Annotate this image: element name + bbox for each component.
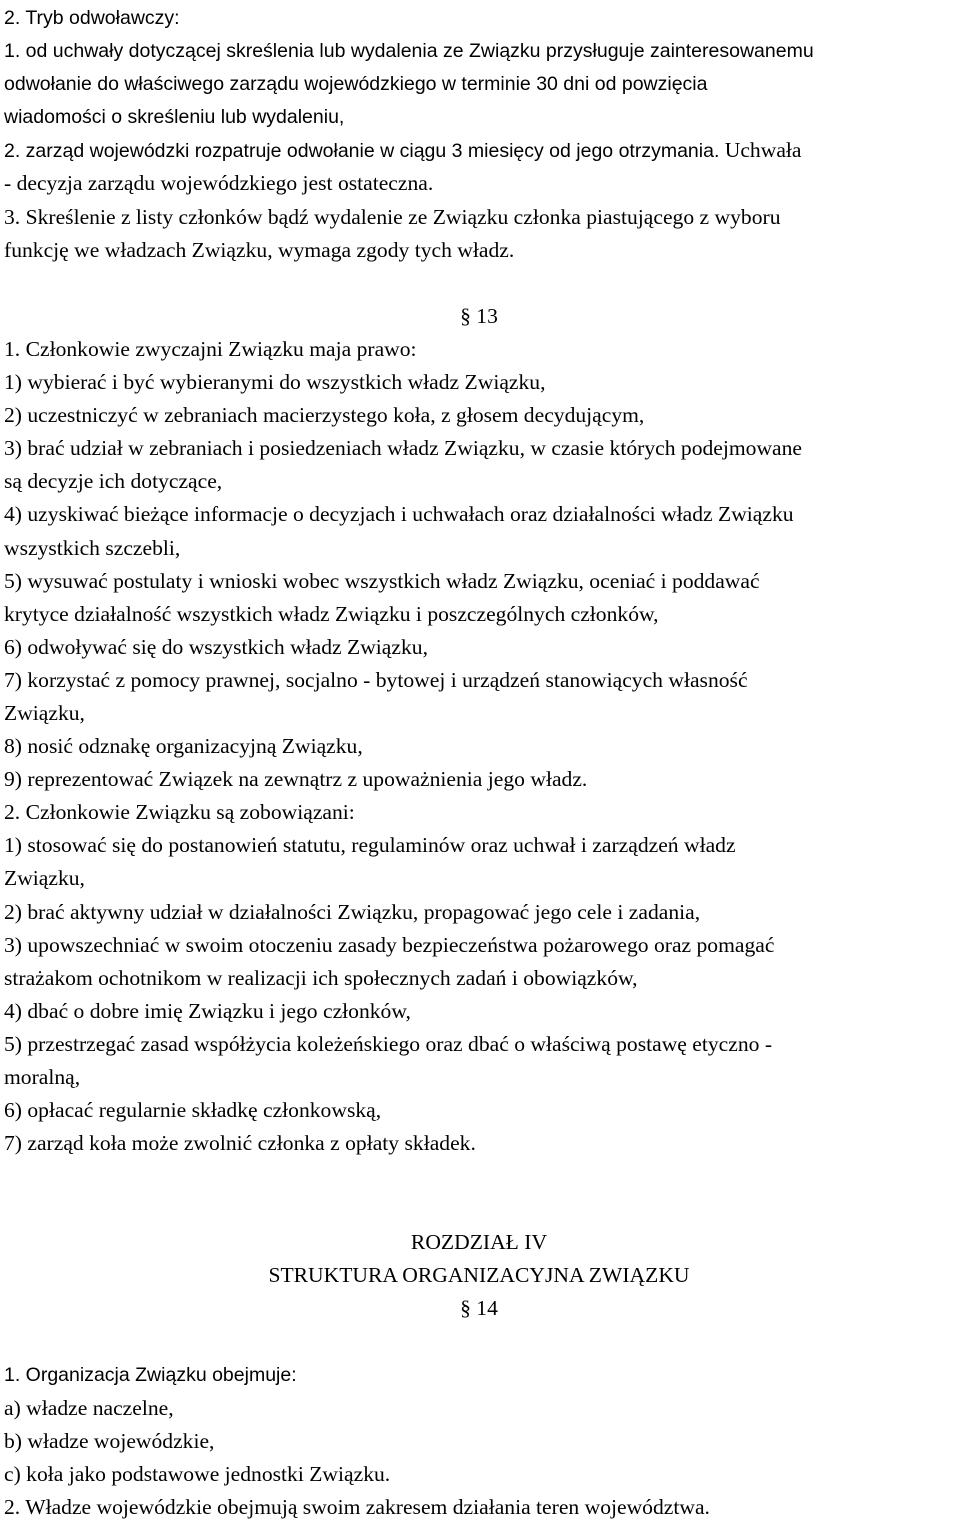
text-fragment: 2. zarząd wojewódzki rozpatruje odwołanie w ciągu 3 miesięcy od jego otrzymania. <box>4 140 720 163</box>
text-line: krytyce działalność wszystkich władz Związku i poszczególnych członków, <box>4 601 659 626</box>
text-line: 1) stosować się do postanowień statutu, regulaminów oraz uchwał i zarządzeń władz <box>4 833 736 858</box>
text-fragment: Uchwała <box>719 138 802 163</box>
text-line: 9) reprezentować Związek na zewnątrz z upoważnienia jego władz. <box>4 767 588 792</box>
text-line: 6) odwoływać się do wszystkich władz Związku, <box>4 634 428 659</box>
text-line <box>4 134 954 167</box>
text-line: 3) brać udział w zebraniach i posiedzeniach władz Związku, w czasie których podejmowane <box>4 436 803 461</box>
text-line: funkcję we władzach Związku, wymaga zgody tych władz. <box>4 237 515 262</box>
text-line: 7) zarząd koła może zwolnić członka z opłaty składek. <box>4 1131 476 1156</box>
text-line: strażakom ochotnikom w realizacji ich społecznych zadań i obowiązków, <box>4 965 638 990</box>
text-line: 3. Skreślenie z listy członków bądź wydalenie ze Związku członka piastującego z wyboru <box>4 204 781 229</box>
text-line: b) władze wojewódzkie, <box>4 1428 215 1453</box>
text-line: 1. Członkowie zwyczajni Związku maja prawo: <box>4 336 417 361</box>
paragraph-13-body <box>4 333 954 1160</box>
text-line: 1. od uchwały dotyczącej skreślenia lub wydalenia ze Związku przysługuje zainteresowanemu <box>4 40 814 63</box>
document-page <box>4 2 954 1524</box>
paragraph-number: 13 <box>476 303 498 328</box>
appeal-procedure-section <box>4 2 954 267</box>
text-line: 1. Organizacja Związku obejmuje: <box>4 1363 297 1386</box>
text-line: 2. Członkowie Związku są zobowiązani: <box>4 800 355 825</box>
text-line: 4) dbać o dobre imię Związku i jego członków, <box>4 998 411 1023</box>
text-line: moralną, <box>4 1065 81 1089</box>
chapter-iv-heading <box>4 1226 954 1325</box>
text-line: 5) wysuwać postulaty i wnioski wobec wszystkich władz Związku, oceniać i poddawać <box>4 568 760 593</box>
text-line: 2) brać aktywny udział w działalności Związku, propagować jego cele i zadania, <box>4 899 701 924</box>
paragraph-13-heading <box>4 300 954 333</box>
section-sign: § <box>460 303 471 328</box>
paragraph-14-heading <box>4 1292 954 1325</box>
paragraph-number: 14 <box>476 1296 498 1321</box>
text-line: 7) korzystać z pomocy prawnej, socjalno - bytowej i urządzeń stanowiących własność <box>4 667 748 692</box>
paragraph-14-body <box>4 1359 954 1524</box>
text-line: Związku, <box>4 866 85 891</box>
chapter-number: ROZDZIAŁ IV <box>410 1230 548 1255</box>
text-line: wiadomości o skreśleniu lub wydaleniu, <box>4 106 345 129</box>
text-line: 1) wybierać i być wybieranymi do wszystkich władz Związku, <box>4 370 546 395</box>
text-line: odwołanie do właściwego zarządu wojewódzkiego w terminie 30 dni od powzięcia <box>4 73 708 96</box>
text-line: 8) nosić odznakę organizacyjną Związku, <box>4 734 363 759</box>
text-line: 2. Tryb odwoławczy: <box>4 7 180 29</box>
text-line: 5) przestrzegać zasad współżycia koleżeńskiego oraz dbać o właściwą postawę etyczno - <box>4 1031 773 1056</box>
section-sign: § <box>460 1296 471 1321</box>
text-line: Związku, <box>4 700 85 725</box>
text-line: 4) uzyskiwać bieżące informacje o decyzjach i uchwałach oraz działalności władz Związku <box>4 502 794 527</box>
text-line: są decyzje ich dotyczące, <box>4 469 223 494</box>
text-line: c) koła jako podstawowe jednostki Związku. <box>4 1461 391 1486</box>
chapter-title: STRUKTURA ORGANIZACYJNA ZWIĄZKU <box>268 1263 690 1288</box>
text-line: wszystkich szczebli, <box>4 535 181 560</box>
text-line: 3) upowszechniać w swoim otoczeniu zasady bezpieczeństwa pożarowego oraz pomagać <box>4 932 775 957</box>
text-line: 2) uczestniczyć w zebraniach macierzystego koła, z głosem decydującym, <box>4 403 645 428</box>
text-line: 2. Władze wojewódzkie obejmują swoim zakresem działania teren województwa. <box>4 1495 710 1520</box>
text-line: a) władze naczelne, <box>4 1395 174 1420</box>
text-line: 6) opłacać regularnie składkę członkowską, <box>4 1098 382 1123</box>
text-line: - decyzja zarządu wojewódzkiego jest ostateczna. <box>4 171 434 196</box>
